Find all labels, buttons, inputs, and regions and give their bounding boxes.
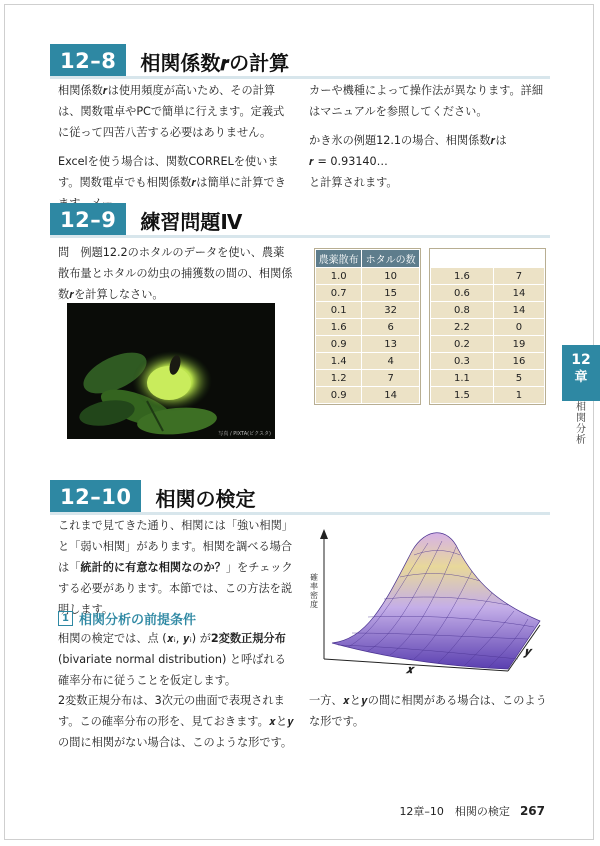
chapter-label: 章 xyxy=(574,370,588,385)
footer-chapter: 12章–10 相関の検定 xyxy=(399,805,510,818)
paragraph: かき氷の例題12.1の場合、相関係数𝒓は xyxy=(309,134,507,147)
table-cell: 13 xyxy=(362,336,420,353)
subsection-heading xyxy=(58,609,196,628)
table-cell: 5 xyxy=(493,370,544,387)
section-title: 相関の検定 xyxy=(155,486,256,511)
table-cell: 1.6 xyxy=(316,319,362,336)
text: これまで見てきた通り、相関には「強い相関」と「弱い相関」があります。相関を調べる場合は「 xyxy=(58,519,293,574)
table-header-blank xyxy=(493,250,544,268)
chapter-number: 12 xyxy=(571,352,591,368)
table-cell: 15 xyxy=(362,285,420,302)
section-title: 相関係数𝒓の計算 xyxy=(140,50,290,75)
table-header: ホタルの数 xyxy=(362,250,420,268)
table-cell: 14 xyxy=(493,302,544,319)
z-axis-label: 確率密度 xyxy=(310,573,318,609)
table-cell: 0.6 xyxy=(431,285,494,302)
table-cell: 1.4 xyxy=(316,353,362,370)
table-cell: 14 xyxy=(362,387,420,404)
table-cell: 1 xyxy=(493,387,544,404)
bivariate-normal-surface xyxy=(308,521,548,681)
table-cell: 1.0 xyxy=(316,268,362,285)
table-cell: 2.2 xyxy=(431,319,494,336)
section-heading-12-9 xyxy=(50,203,242,237)
formula: 𝒓 = 0.93140… xyxy=(309,155,388,168)
section-number: 12–9 xyxy=(50,203,126,237)
paragraph: Excelを使う場合は、関数CORRELを使います。関数電卓でも相関係数𝒓は簡単に計算でき xyxy=(58,155,286,189)
firefly-photo xyxy=(67,303,275,439)
table-cell: 10 xyxy=(362,268,420,285)
table-cell: 0.2 xyxy=(431,336,494,353)
page-footer xyxy=(0,803,545,819)
page-number: 267 xyxy=(519,804,545,818)
surface-svg xyxy=(308,521,548,681)
table-header-blank xyxy=(431,250,494,268)
table-cell: 0 xyxy=(493,319,544,336)
exercise-question: 問 例題12.2のホタルのデータを使い、農薬散布量とホタルの幼虫の捕獲数の間の、相関係数𝒓を計算しなさい。 xyxy=(58,246,293,301)
table-cell: 4 xyxy=(362,353,420,370)
data-table-right xyxy=(430,249,545,404)
section-heading-12-10 xyxy=(50,480,255,514)
table-cell: 7 xyxy=(493,268,544,285)
table-cell: 14 xyxy=(493,285,544,302)
section-title: 練習問題Ⅳ xyxy=(140,209,243,234)
s3-paragraph-3: 2変数正規分布は、3次元の曲面で表現されます。この確率分布の形を、見ておきます。𝒙と𝒚の間に相関がない場合は、このような形です。 xyxy=(58,694,295,749)
section-underline xyxy=(50,235,550,238)
subsection-title: 相関分析の前提条件 xyxy=(79,613,197,628)
table-cell: 0.3 xyxy=(431,353,494,370)
table-header: 農薬散布 xyxy=(316,250,362,268)
table-cell: 0.1 xyxy=(316,302,362,319)
z-axis-arrow xyxy=(320,529,328,539)
s3-intro xyxy=(58,515,294,620)
chapter-name: 相関分析 xyxy=(576,402,586,446)
emphasis-text: 2変数正規分布 xyxy=(210,632,286,645)
table-cell: 1.2 xyxy=(316,370,362,387)
table-cell: 6 xyxy=(362,319,420,336)
firefly-image xyxy=(67,303,275,439)
s1-right-column xyxy=(309,80,549,193)
emphasis-text: 統計的に有意な相関なのか？ xyxy=(80,561,226,574)
section-number: 12–8 xyxy=(50,44,126,78)
table-cell: 1.6 xyxy=(431,268,494,285)
table-cell: 1.1 xyxy=(431,370,494,387)
table-cell: 19 xyxy=(493,336,544,353)
text: (bivariate normal distribution) と呼ばれる確率分布に従うことを仮定します。 xyxy=(58,653,286,687)
text: 相関の検定では、点 (𝒙ᵢ, 𝒚ᵢ) が xyxy=(58,632,211,645)
section-number: 12–10 xyxy=(50,480,141,514)
table-cell: 0.9 xyxy=(316,336,362,353)
table-cell: 0.9 xyxy=(316,387,362,404)
table-cell: 7 xyxy=(362,370,420,387)
table-cell: 0.8 xyxy=(431,302,494,319)
x-axis-label: 𝒙 xyxy=(406,663,414,676)
section-underline xyxy=(50,76,550,79)
s3-right-caption: 一方、𝒙と𝒚の間に相関がある場合は、このような形です。 xyxy=(309,694,547,728)
data-table-left xyxy=(315,249,420,404)
table-cell: 0.7 xyxy=(316,285,362,302)
s3-paragraph-2 xyxy=(58,628,294,691)
paragraph: カーや機種によって操作法が異なります。詳細はマニュアルを参照してください。 xyxy=(309,84,544,118)
chapter-tab xyxy=(562,345,600,401)
section-heading-12-8 xyxy=(50,44,289,78)
table-cell: 32 xyxy=(362,302,420,319)
y-axis-label: 𝒚 xyxy=(524,645,531,658)
subsection-number: 1 xyxy=(58,611,73,626)
paragraph: 相関係数𝒓は使用頻度が高いため、その計算は、関数電卓やPCで簡単に行えます。定義式に従って四苦八苦する必要はありません。 xyxy=(58,84,285,139)
paragraph: と計算されます。 xyxy=(309,176,398,189)
table-cell: 16 xyxy=(493,353,544,370)
table-cell: 1.5 xyxy=(431,387,494,404)
photo-credit: 写真 / PIXTA(ピクスタ) xyxy=(218,431,271,437)
s1-left-column xyxy=(58,80,294,222)
text: 」をチェックする必要があります。本節では、この方法を説明します。 xyxy=(58,561,293,616)
